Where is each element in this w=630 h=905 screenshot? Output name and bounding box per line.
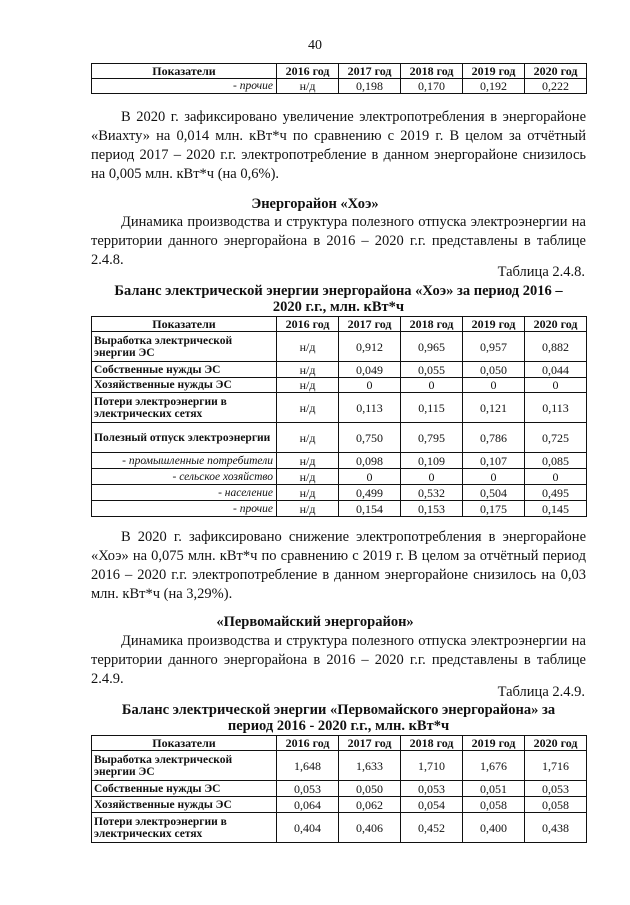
cell-value: 0,495 (525, 485, 587, 501)
cell-value: 1,676 (463, 751, 525, 781)
header-indicators: Показатели (92, 317, 277, 332)
cell-value: 0,452 (401, 813, 463, 843)
caption-line-2: период 2016 - 2020 г.г., млн. кВт*ч (227, 718, 450, 734)
cell-value: 0,400 (463, 813, 525, 843)
cell-value: н/д (277, 79, 339, 94)
header-year: 2020 год (525, 317, 587, 332)
table-row (92, 813, 587, 843)
cell-value: 0,965 (401, 332, 463, 362)
cell-value: 0,050 (339, 781, 401, 797)
cell-value: 1,716 (525, 751, 587, 781)
cell-value: н/д (277, 362, 339, 378)
header-year: 2016 год (277, 64, 339, 79)
page-number: 40 (308, 38, 322, 53)
cell-value: 0 (339, 378, 401, 393)
header-year: 2019 год (463, 64, 525, 79)
paragraph-viakhtu (91, 108, 586, 184)
cell-value: 0 (463, 469, 525, 485)
table-row (92, 378, 587, 393)
cell-value: н/д (277, 469, 339, 485)
cell-value: 0,170 (401, 79, 463, 94)
row-label: Потери электроэнергии в электрических сетях (92, 813, 277, 843)
table-row (92, 362, 587, 378)
cell-value: н/д (277, 332, 339, 362)
table-header-row (92, 64, 587, 79)
row-label: Выработка электрической энергии ЭС (92, 332, 277, 362)
cell-value: 0,055 (401, 362, 463, 378)
conclusion-khoe (91, 528, 586, 604)
cell-value: 0,795 (401, 423, 463, 453)
cell-value: 0,107 (463, 453, 525, 469)
header-year: 2020 год (525, 736, 587, 751)
header-year: 2018 год (401, 736, 463, 751)
table-pervomaisky (91, 735, 587, 843)
intro-text: Динамика производства и структура полезного отпуска электроэнергии на территории данного энергорайона в 2016 – 2020 г.г. представлены в таблице 2.4.8. (91, 214, 586, 268)
cell-value: н/д (277, 501, 339, 517)
header-year: 2017 год (339, 317, 401, 332)
header-year: 2017 год (339, 736, 401, 751)
cell-value: 0,154 (339, 501, 401, 517)
cell-value: 0,113 (525, 393, 587, 423)
caption-line-1: Баланс электрической энергии энергорайона «Хоэ» за период 2016 – (114, 283, 563, 299)
cell-value: 0,175 (463, 501, 525, 517)
row-label: - сельское хозяйство (92, 469, 277, 485)
section-heading-khoe: Энергорайон «Хоэ» (251, 196, 379, 212)
table-row (92, 423, 587, 453)
cell-value: 0,062 (339, 797, 401, 813)
table-header-row (92, 736, 587, 751)
cell-value: 0,053 (401, 781, 463, 797)
intro-pervomaisky (91, 632, 586, 689)
cell-value: 0,145 (525, 501, 587, 517)
paragraph-text: В 2020 г. зафиксировано увеличение электропотребления в энергорайоне «Виахту» на 0,014 млн. кВт*ч по сравнению с 2019 г. В целом за отчётный период 2017 – 2020 г.г. электропотребление в данном энергорайоне снизилось на 0,005 млн. кВт*ч (на 0,6%). (91, 109, 586, 182)
cell-value: 0,098 (339, 453, 401, 469)
cell-value: 0,222 (525, 79, 587, 94)
intro-text: Динамика производства и структура полезного отпуска электроэнергии на территории данного энергорайона в 2016 – 2020 г.г. представлены в таблице 2.4.9. (91, 633, 586, 687)
cell-value: 0,051 (463, 781, 525, 797)
cell-value: 0 (401, 378, 463, 393)
cell-value: 0 (525, 378, 587, 393)
table-label-2-4-8: Таблица 2.4.8. (497, 264, 585, 280)
cell-value: 0 (401, 469, 463, 485)
header-year: 2016 год (277, 736, 339, 751)
cell-value: 0,532 (401, 485, 463, 501)
cell-value: 0,121 (463, 393, 525, 423)
cell-value: 1,648 (277, 751, 339, 781)
cell-value: 1,710 (401, 751, 463, 781)
cell-value: 0,044 (525, 362, 587, 378)
row-label: Собственные нужды ЭС (92, 781, 277, 797)
cell-value: 0,438 (525, 813, 587, 843)
cell-value: 0,064 (277, 797, 339, 813)
table-row (92, 332, 587, 362)
cell-value: н/д (277, 393, 339, 423)
intro-khoe (91, 213, 586, 270)
row-label: - промышленные потребители (92, 453, 277, 469)
cell-value: 0,957 (463, 332, 525, 362)
table-row (92, 469, 587, 485)
cell-value: 0,192 (463, 79, 525, 94)
table-khoe (91, 316, 587, 517)
cell-value: 0,113 (339, 393, 401, 423)
cell-value: 0 (463, 378, 525, 393)
row-label: Хозяйственные нужды ЭС (92, 378, 277, 393)
cell-value: 0 (339, 469, 401, 485)
cell-value: 0,109 (401, 453, 463, 469)
cell-value: 0,406 (339, 813, 401, 843)
table-row (92, 393, 587, 423)
table-row (92, 781, 587, 797)
table-caption-2-4-9 (91, 702, 586, 734)
cell-value: 0,786 (463, 423, 525, 453)
row-label: Собственные нужды ЭС (92, 362, 277, 378)
cell-value: 0,153 (401, 501, 463, 517)
cell-value: 0,115 (401, 393, 463, 423)
cell-value: 0,053 (277, 781, 339, 797)
cell-value: 1,633 (339, 751, 401, 781)
cell-value: 0,499 (339, 485, 401, 501)
header-year: 2017 год (339, 64, 401, 79)
header-year: 2020 год (525, 64, 587, 79)
header-indicators: Показатели (92, 736, 277, 751)
row-label: - прочие (92, 79, 277, 94)
cell-value: 0,053 (525, 781, 587, 797)
cell-value: 0,912 (339, 332, 401, 362)
cell-value: 0 (525, 469, 587, 485)
header-year: 2019 год (463, 736, 525, 751)
cell-value: н/д (277, 423, 339, 453)
cell-value: н/д (277, 453, 339, 469)
table-label-2-4-9: Таблица 2.4.9. (497, 684, 585, 700)
cell-value: 0,050 (463, 362, 525, 378)
cell-value: 0,404 (277, 813, 339, 843)
cell-value: 0,882 (525, 332, 587, 362)
row-label: Хозяйственные нужды ЭС (92, 797, 277, 813)
header-year: 2016 год (277, 317, 339, 332)
row-label: Потери электроэнергии в электрических сетях (92, 393, 277, 423)
table-row (92, 485, 587, 501)
table-row (92, 501, 587, 517)
cell-value: 0,049 (339, 362, 401, 378)
row-label: Выработка электрической энергии ЭС (92, 751, 277, 781)
table-row (92, 79, 587, 94)
caption-line-2: 2020 г.г., млн. кВт*ч (272, 299, 405, 315)
table-header-row (92, 317, 587, 332)
table-caption-2-4-8 (91, 283, 586, 315)
caption-line-1: Баланс электрической энергии «Первомайского энергорайона» за (121, 702, 556, 718)
cell-value: 0,198 (339, 79, 401, 94)
cell-value: 0,085 (525, 453, 587, 469)
cell-value: 0,504 (463, 485, 525, 501)
header-year: 2018 год (401, 317, 463, 332)
top-table (91, 63, 587, 94)
header-indicators: Показатели (92, 64, 277, 79)
table-row (92, 797, 587, 813)
cell-value: 0,750 (339, 423, 401, 453)
cell-value: 0,725 (525, 423, 587, 453)
cell-value: 0,058 (525, 797, 587, 813)
row-label: - население (92, 485, 277, 501)
cell-value: н/д (277, 485, 339, 501)
cell-value: 0,054 (401, 797, 463, 813)
header-year: 2019 год (463, 317, 525, 332)
section-heading-pervomaisky: «Первомайский энергорайон» (216, 614, 414, 630)
row-label: - прочие (92, 501, 277, 517)
cell-value: н/д (277, 378, 339, 393)
row-label: Полезный отпуск электроэнергии (92, 423, 277, 453)
header-year: 2018 год (401, 64, 463, 79)
cell-value: 0,058 (463, 797, 525, 813)
conclusion-text: В 2020 г. зафиксировано снижение электропотребления в энергорайоне «Хоэ» на 0,075 млн. кВт*ч по сравнению с 2019 г. В целом за отчётный период 2016 – 2020 г.г. электропотребление в данном энергорайоне снизилось на 0,03 млн. кВт*ч (на 3,29%). (91, 529, 586, 602)
table-row (92, 453, 587, 469)
table-row (92, 751, 587, 781)
